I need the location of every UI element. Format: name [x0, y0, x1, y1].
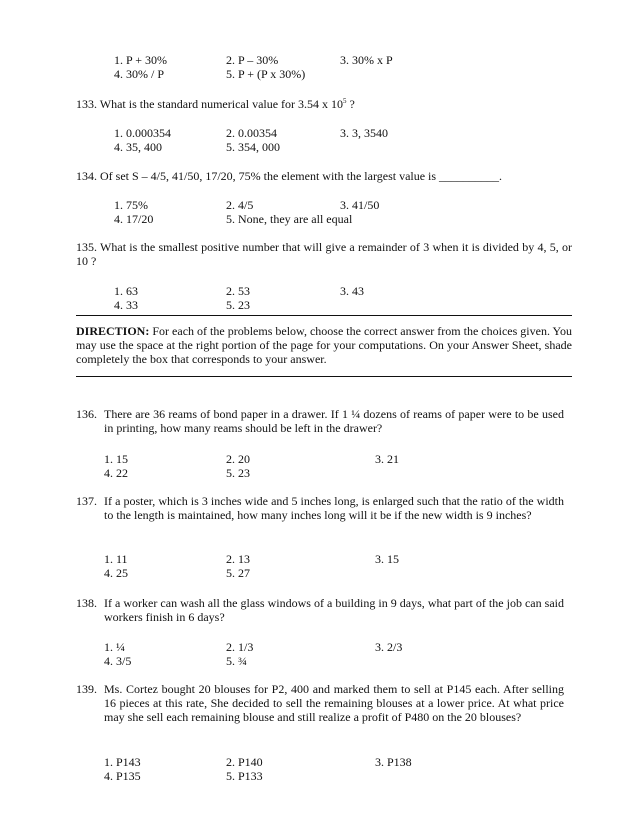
- q138-option-2: 2. 1/3: [226, 640, 254, 654]
- q132-option-2: 2. P – 30%: [226, 53, 279, 67]
- q133-question: [76, 97, 355, 111]
- q136-option-4: 4. 22: [104, 466, 128, 480]
- direction-text: [76, 324, 572, 366]
- q133-option-5: 5. 354, 000: [226, 140, 280, 154]
- direction-label: DIRECTION:: [76, 324, 150, 338]
- direction-bottom-rule: [76, 376, 572, 377]
- direction-top-rule: [76, 315, 572, 316]
- q137-option-2: 2. 13: [226, 552, 250, 566]
- q136-option-1: 1. 15: [104, 452, 128, 466]
- q139-option-1: 1. P143: [104, 755, 141, 769]
- q137-option-3: 3. 15: [375, 552, 399, 566]
- q138-option-1: 1. ¼: [104, 640, 125, 654]
- q132-option-5: 5. P + (P x 30%): [226, 67, 306, 81]
- q139-option-3: 3. P138: [375, 755, 412, 769]
- q133-text-after: ?: [346, 97, 355, 111]
- q134-option-3: 3. 41/50: [340, 198, 380, 212]
- q133-option-3: 3. 3, 3540: [340, 126, 388, 140]
- direction-body: For each of the problems below, choose the correct answer from the choices given. You may use the space at the right portion of the page for your computations. On your Answer Sheet, shade completely the box that corresponds to your answer.: [76, 324, 572, 366]
- q137-option-5: 5. 27: [226, 566, 250, 580]
- q139-option-5: 5. P133: [226, 769, 263, 783]
- q133-option-4: 4. 35, 400: [114, 140, 162, 154]
- q133-option-2: 2. 0.00354: [226, 126, 277, 140]
- q132-option-3: 3. 30% x P: [340, 53, 393, 67]
- q138-text: If a worker can wash all the glass windows of a building in 9 days, what part of the job can said workers finish in 6 days?: [104, 596, 564, 624]
- q132-option-1: 1. P + 30%: [114, 53, 167, 67]
- q136-text: There are 36 reams of bond paper in a drawer. If 1 ¼ dozens of reams of paper were to be used in printing, how many reams should be left in the drawer?: [104, 407, 564, 435]
- q135-option-1: 1. 63: [114, 284, 138, 298]
- q132-option-4: 4. 30% / P: [114, 67, 165, 81]
- q135-option-2: 2. 53: [226, 284, 250, 298]
- q133-text-before: 133. What is the standard numerical value for 3.54 x 10: [76, 97, 344, 111]
- q134-option-2: 2. 4/5: [226, 198, 254, 212]
- q137-option-1: 1. 11: [104, 552, 128, 566]
- q139-option-4: 4. P135: [104, 769, 141, 783]
- q134-question: 134. Of set S – 4/5, 41/50, 17/20, 75% the element with the largest value is __________.: [76, 169, 503, 183]
- q138-option-4: 4. 3/5: [104, 654, 132, 668]
- q136-option-3: 3. 21: [375, 452, 399, 466]
- q138-option-5: 5. ¾: [226, 654, 247, 668]
- q133-exponent: 5: [343, 97, 347, 105]
- q139-option-2: 2. P140: [226, 755, 263, 769]
- q137-text: If a poster, which is 3 inches wide and 5 inches long, is enlarged such that the ratio of the width to the length is maintained, how many inches long will it be if the new width is 9 inches?: [104, 494, 564, 522]
- q137-option-4: 4. 25: [104, 566, 128, 580]
- q138-option-3: 3. 2/3: [375, 640, 403, 654]
- q135-option-3: 3. 43: [340, 284, 364, 298]
- q134-option-1: 1. 75%: [114, 198, 148, 212]
- q135-option-5: 5. 23: [226, 298, 250, 312]
- q135-question: 135. What is the smallest positive number that will give a remainder of 3 when it is divided by 4, 5, or 10 ?: [76, 240, 572, 268]
- q139-text: Ms. Cortez bought 20 blouses for P2, 400 and marked them to sell at P145 each. After selling 16 pieces at this rate, She decided to sell the remaining blouses at a lower price. At what price may she sell each remaining blouse and still realize a profit of P480 on the 20 blouses?: [104, 682, 564, 724]
- q136-option-2: 2. 20: [226, 452, 250, 466]
- q138-number: 138.: [76, 596, 97, 610]
- q134-option-4: 4. 17/20: [114, 212, 154, 226]
- q133-option-1: 1. 0.000354: [114, 126, 171, 140]
- q136-number: 136.: [76, 407, 97, 421]
- q135-option-4: 4. 33: [114, 298, 138, 312]
- q139-number: 139.: [76, 682, 97, 696]
- q137-number: 137.: [76, 494, 97, 508]
- q134-option-5: 5. None, they are all equal: [226, 212, 353, 226]
- q136-option-5: 5. 23: [226, 466, 250, 480]
